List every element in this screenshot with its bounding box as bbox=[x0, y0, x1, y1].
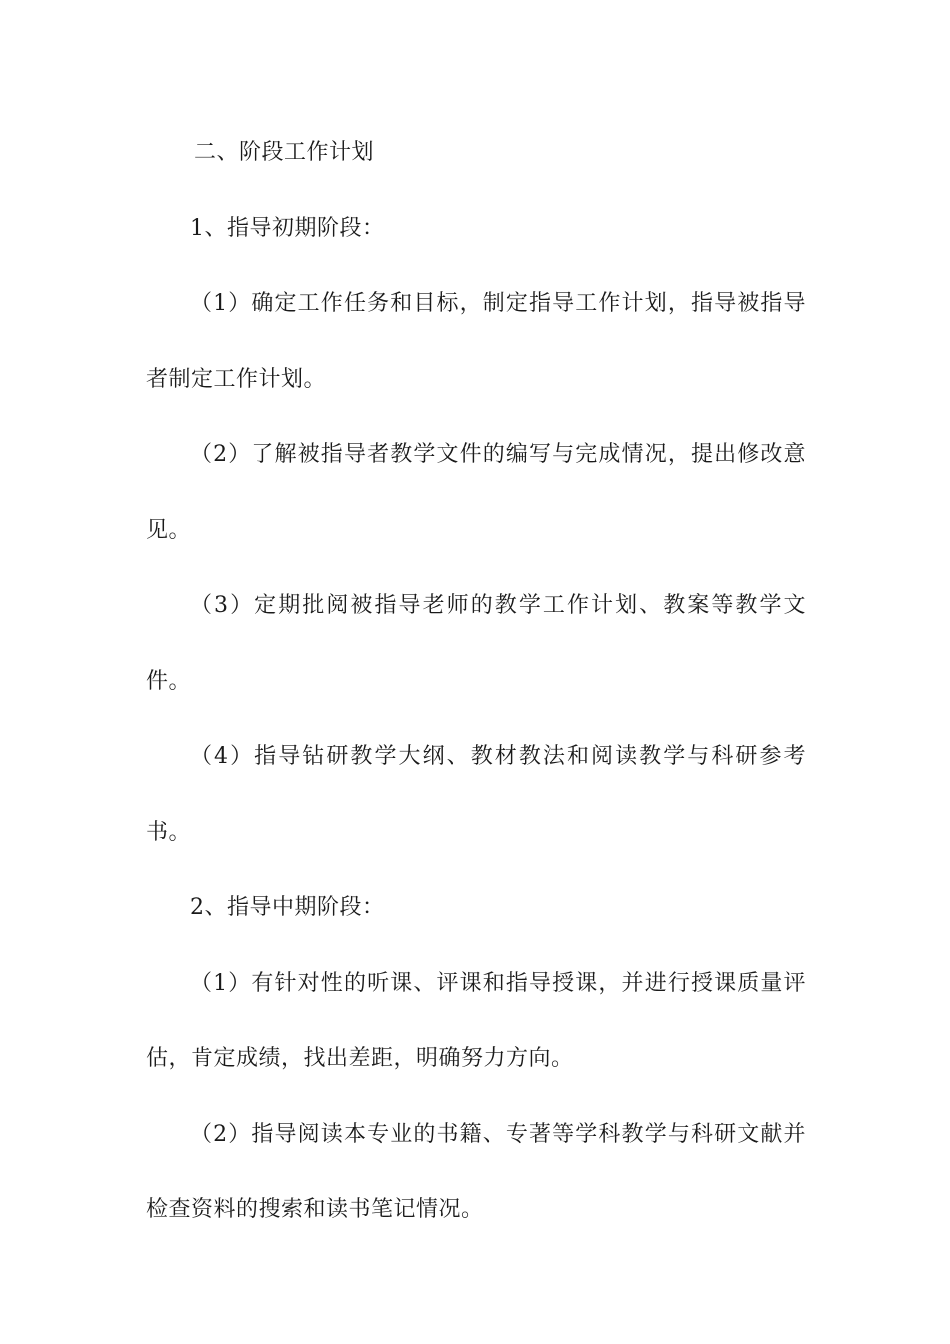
paragraph-middle-2: （2）指导阅读本专业的书籍、专著等学科教学与科研文献并检查资料的搜索和读书笔记情况。 bbox=[146, 1121, 806, 1222]
paragraph-middle-1: （1）有针对性的听课、评课和指导授课，并进行授课质量评估，肯定成绩，找出差距，明确努力方向。 bbox=[146, 970, 806, 1071]
paragraph-initial-4: （4）指导钻研教学大纲、教材教法和阅读教学与科研参考书。 bbox=[146, 744, 806, 845]
paragraph-initial-3: （3）定期批阅被指导老师的教学工作计划、教案等教学文件。 bbox=[146, 593, 806, 694]
stage-heading-middle: 2、指导中期阶段： bbox=[190, 895, 385, 920]
paragraph-initial-2: （2）了解被指导者教学文件的编写与完成情况，提出修改意见。 bbox=[146, 442, 806, 543]
paragraph-initial-1: （1）确定工作任务和目标，制定指导工作计划，指导被指导者制定工作计划。 bbox=[146, 291, 806, 392]
stage-heading-initial: 1、指导初期阶段： bbox=[190, 215, 385, 241]
section-heading: 二、阶段工作计划 bbox=[194, 140, 375, 165]
document-body bbox=[146, 115, 806, 1248]
